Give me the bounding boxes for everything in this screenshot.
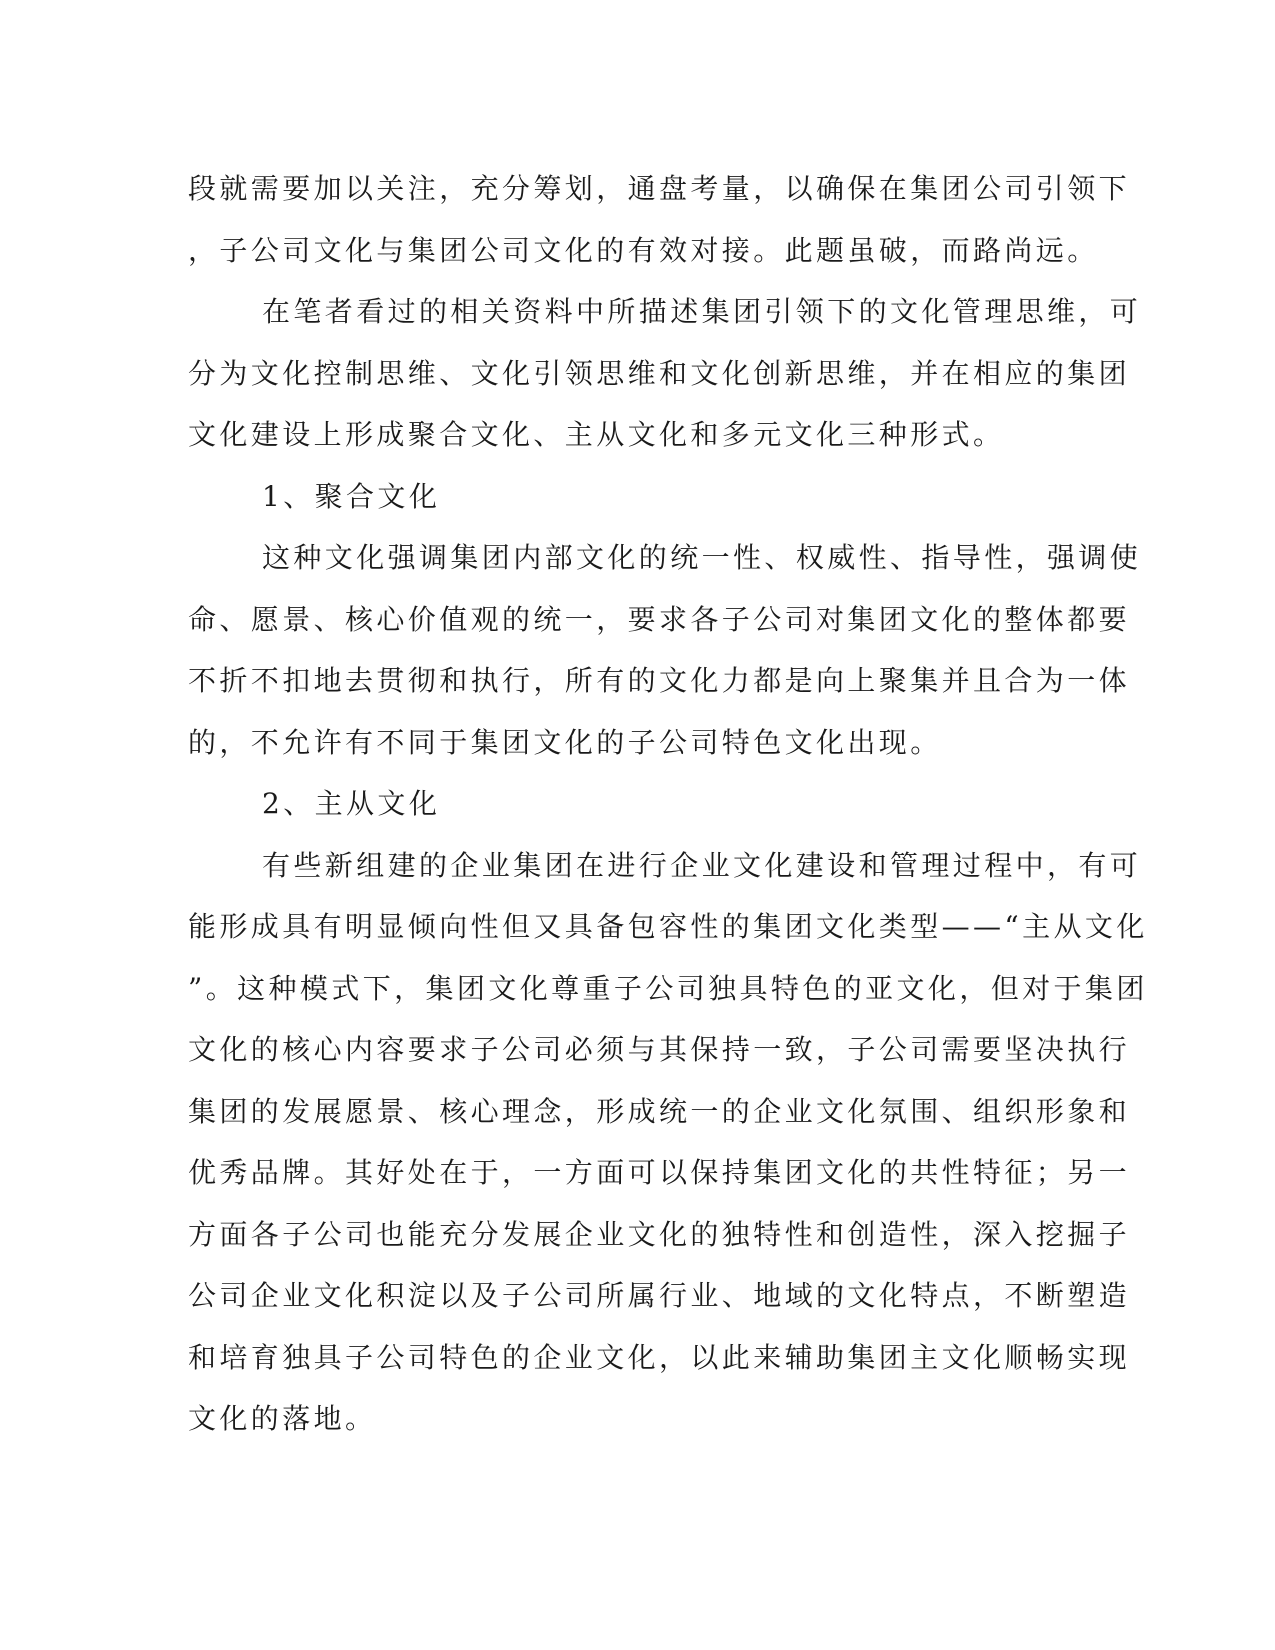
paragraph-start-line: 这种文化强调集团内部文化的统一性、权威性、指导性，强调使 <box>262 541 1142 574</box>
text-line: 文化的核心内容要求子公司必须与其保持一致，子公司需要坚决执行 <box>188 1033 1131 1066</box>
text-line: 优秀品牌。其好处在于，一方面可以保持集团文化的共性特征；另一 <box>188 1156 1131 1189</box>
section-heading-2: 2、主从文化 <box>262 787 441 820</box>
text-line: 和培育独具子公司特色的企业文化，以此来辅助集团主文化顺畅实现 <box>188 1340 1131 1374</box>
section-heading-1: 1、聚合文化 <box>262 479 441 513</box>
paragraph-start-line: 在笔者看过的相关资料中所描述集团引领下的文化管理思维，可 <box>262 295 1142 328</box>
text-line: 的，不允许有不同于集团文化的子公司特色文化出现。 <box>188 725 942 759</box>
text-line: 分为文化控制思维、文化引领思维和文化创新思维，并在相应的集团 <box>188 356 1131 390</box>
text-line: ”。这种模式下，集团文化尊重子公司独具特色的亚文化，但对于集团 <box>188 971 1148 1005</box>
text-line: 公司企业文化积淀以及子公司所属行业、地域的文化特点，不断塑造 <box>188 1279 1131 1312</box>
body-text <box>188 158 1148 1450</box>
text-line: 不折不扣地去贯彻和执行，所有的文化力都是向上聚集并且合为一体 <box>188 664 1131 697</box>
text-line: 集团的发展愿景、核心理念，形成统一的企业文化氛围、组织形象和 <box>188 1094 1131 1128</box>
text-line: 能形成具有明显倾向性但又具备包容性的集团文化类型——“主从文化 <box>188 910 1148 943</box>
text-line: 文化建设上形成聚合文化、主从文化和多元文化三种形式。 <box>188 418 1005 451</box>
text-line: ，子公司文化与集团公司文化的有效对接。此题虽破，而路尚远。 <box>188 233 1099 267</box>
text-line: 命、愿景、核心价值观的统一，要求各子公司对集团文化的整体都要 <box>188 602 1131 636</box>
text-line: 方面各子公司也能充分发展企业文化的独特性和创造性，深入挖掘子 <box>188 1217 1131 1251</box>
paragraph-start-line: 有些新组建的企业集团在进行企业文化建设和管理过程中，有可 <box>262 848 1142 882</box>
text-line: 文化的落地。 <box>188 1402 377 1435</box>
text-line: 段就需要加以关注，充分筹划，通盘考量，以确保在集团公司引领下 <box>188 172 1131 205</box>
